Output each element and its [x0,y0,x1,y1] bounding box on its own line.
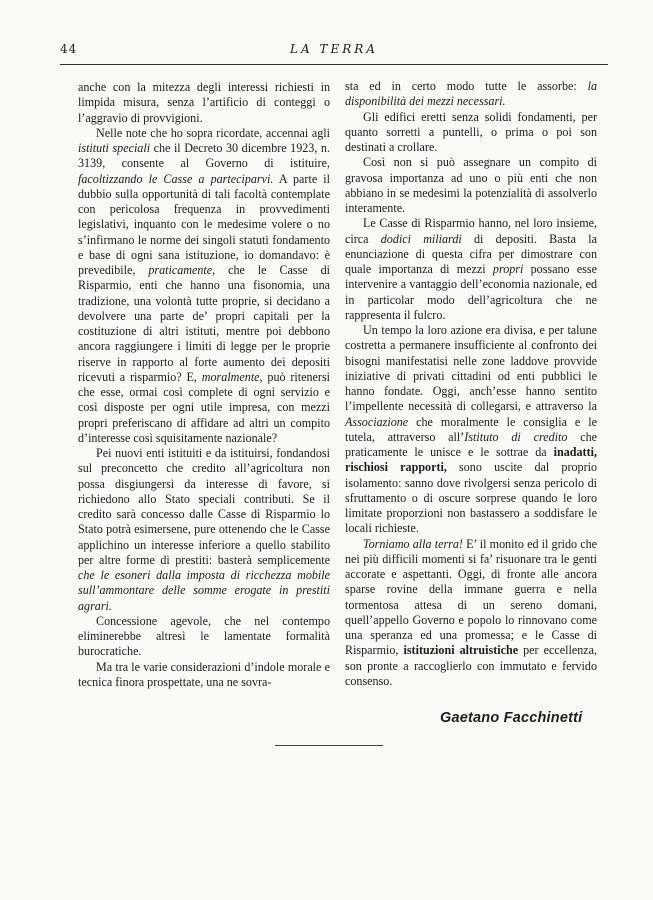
left-column [78,80,330,690]
page-number: 44 [60,42,78,56]
paragraph: Concessione agevole, che nel contempo eliminerebbe altresì le lamentate formalità burocratiche. [78,613,330,659]
paragraph: Gli edifici eretti senza solidi fondamenti, per quanto sorretti a puntelli, o prima o poi son destinati a crollare. [345,109,597,154]
paragraph: Torniamo alla terra! E’ il monito ed il grido che nei più difficili momenti si fa’ risuonare tra le genti accorate e aspettanti. Oggi, di fronte alle ancora sparse rovine della immane guerra e nella tormentosa attesa di un sereno domani, quell’appello Governo e popolo lo rinnovano come una speranza ed una promessa; e le Casse di Risparmio, istituzioni altruistiche per eccellenza, son pronte a raccoglierlo con immutato e fervido consenso. [345,536,597,688]
author-signature: Gaetano Facchinetti [440,710,583,726]
page-header [60,42,608,58]
paragraph: Pei nuovi enti istituiti e da istituirsi, fondandosi sul preconcetto che credito all’agricoltura non possa disgiungersi da interesse di favore, si richiedono allo Stato speciali contributi. Se il credito sarà concesso dalle Casse di Risparmio lo Stato potrà esimersene, pure ottenendo che le Casse applichino un interesse inferiore a quello stabilito per altre forme di prestiti: basterà semplicemente che le esoneri dalla imposta di ricchezza mobile sull’ammontare delle somme erogate in prestiti agrari. [78,446,330,613]
paragraph: sta ed in certo modo tutte le assorbe: la disponibilità dei mezzi necessari. [345,79,597,109]
right-column [345,79,597,689]
header-rule [60,64,608,65]
paragraph: Un tempo la loro azione era divisa, e per talune costretta a permanere insufficiente al confronto dei bisogni manifestatisi nelle zone laddove provvide iniziative di privati cittadini od enti pubblici le hanno fondate. Oggi, anch’esse hanno sentito l’impellente necessità di collegarsi, e attraverso la Associazione che moralmente le consiglia e le tutela, attraverso all’Istituto di credito che praticamente le unisce e le sottrae da inadatti, rischiosi rapporti, sono uscite dal proprio isolamento: sanno dove rivolgersi senza pericolo di sfruttamento o di oscure sorprese quando le loro limitate proporzioni non bastassero a soddisfare le locali richieste. [345,323,598,536]
paragraph: Le Casse di Risparmio hanno, nel loro insieme, circa dodici miliardi di depositi. Basta la enunciazione di questa cifra per dimostrare con quale importanza di mezzi propri possano esse intervenire a vantaggio dell’economia nazionale, ed in particolar modo dell’agricoltura che ne rappresenta il fulcro. [345,216,598,322]
end-rule [275,745,383,746]
running-title: LA TERRA [290,42,378,56]
paragraph: anche con la mitezza degli interessi richiesti in limpida misura, senza l’artificio di conteggi o l’aggravio di provvigioni. [78,80,330,125]
paragraph: Ma tra le varie considerazioni d’indole morale e tecnica finora prospettate, una ne sovra- [78,659,330,689]
paragraph: Nelle note che ho sopra ricordate, accennai agli istituti speciali che il Decreto 30 dicembre 1923, n. 3139, consente al Governo di istituire, facoltizzando le Casse a parteciparvi. A parte il dubbio sulla opportunità di tali facoltà contemplate con pericolosa frequenza in provvedimenti legislativi, inquanto con le medesime volere o no s’infirmano le norme dei singoli statuti fondamento e base di ogni sana istituzione, io domandavo: è prevedibile, praticamente, che le Casse di Risparmio, enti che hanno una fisonomia, una tradizione, una volontà tutte proprie, si decidano a devolvere una parte de’ propri capitali per la costituzione di altri istituti, mentre poi debbono ancora raggiungere i limiti di legge per le proprie riserve in rapporto al forte aumento dei depositi ricevuti a risparmio? E, moralmente, può ritenersi che esse, ormai così complete di ogni servizio e così disposte per ogni utile impresa, con mezzi propri preferiscano di affidare ad altri un compito d’interesse così squisitamente nazionale? [78,125,331,445]
paragraph: Così non si può assegnare un compito di gravosa importanza ad uno o più enti che non abbiano in se medesimi la potenzialità di assolverlo interamente. [345,155,597,215]
